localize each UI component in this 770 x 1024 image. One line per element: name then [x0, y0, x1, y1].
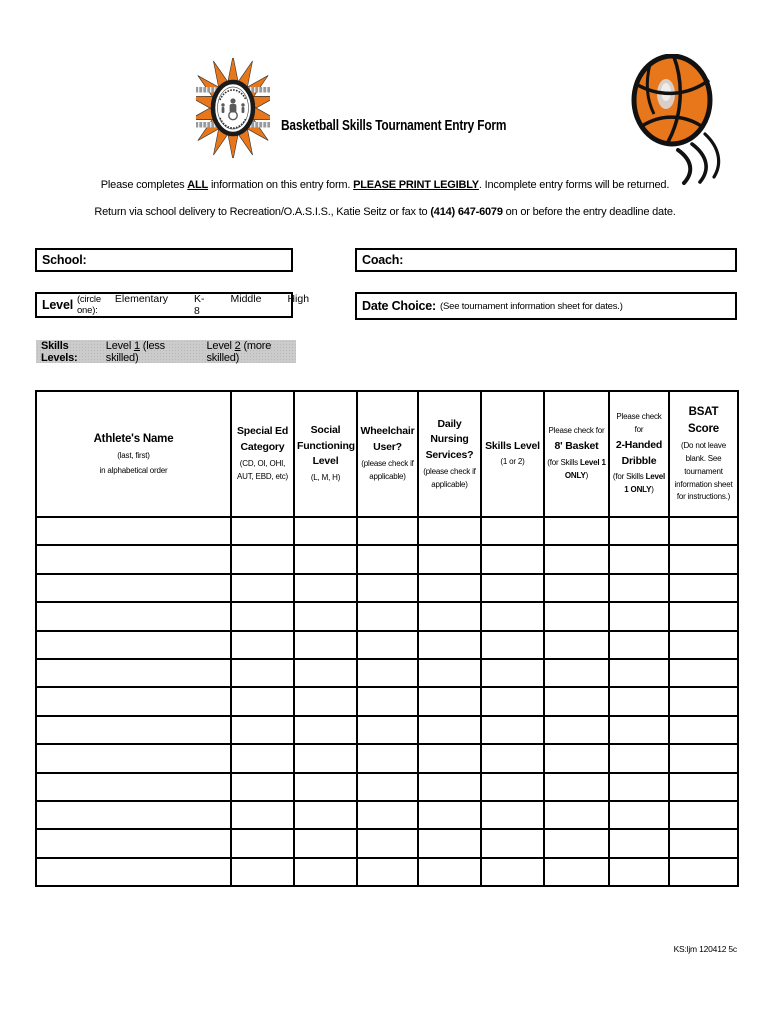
level2-number: 2 — [234, 339, 241, 352]
athletes-name-sub1: (last, first) — [117, 450, 150, 460]
col-header-skills-level — [481, 391, 544, 517]
level1-desc: (less skilled) — [105, 339, 165, 364]
entry-cell[interactable] — [418, 631, 481, 659]
dribble-note-a: (for Skills — [612, 472, 644, 482]
entry-cell[interactable] — [36, 858, 231, 886]
entry-cell[interactable] — [544, 858, 609, 886]
entry-cell[interactable] — [294, 574, 357, 602]
entry-cell[interactable] — [544, 631, 609, 659]
document-code: KS:ljm 120412 5c — [673, 944, 737, 954]
entry-cell[interactable] — [357, 744, 418, 772]
entry-cell[interactable] — [544, 687, 609, 715]
col-header-athletes-name — [36, 391, 231, 517]
level-circle-one-box[interactable] — [35, 292, 310, 318]
entry-cell[interactable] — [544, 829, 609, 857]
entry-cell[interactable] — [36, 631, 231, 659]
entry-cell[interactable] — [481, 574, 544, 602]
table-row — [36, 517, 738, 545]
table-row — [36, 801, 738, 829]
entry-cell[interactable] — [36, 687, 231, 715]
level-option-middle[interactable]: Middle — [230, 293, 262, 305]
table-row — [36, 773, 738, 801]
entry-cell[interactable] — [609, 545, 669, 573]
col-header-special-ed — [231, 391, 294, 517]
entry-cell[interactable] — [36, 773, 231, 801]
entry-cell[interactable] — [418, 829, 481, 857]
entry-cell[interactable] — [294, 517, 357, 545]
entry-cell[interactable] — [544, 744, 609, 772]
entry-cell[interactable] — [231, 659, 294, 687]
table-row — [36, 716, 738, 744]
skills-level-title: Skills Level — [485, 439, 540, 452]
entry-cell[interactable] — [418, 517, 481, 545]
entry-cell[interactable] — [481, 631, 544, 659]
entry-cell[interactable] — [357, 858, 418, 886]
entry-cell[interactable] — [481, 687, 544, 715]
social-functioning-title: Social Functioning Level — [297, 423, 355, 468]
col-header-bsat-score — [669, 391, 738, 517]
entry-cell[interactable] — [357, 659, 418, 687]
entry-cell[interactable] — [294, 716, 357, 744]
date-choice-label: Date Choice: — [362, 299, 437, 313]
level-options — [115, 293, 335, 317]
entry-cell[interactable] — [357, 687, 418, 715]
dribble-note-d: ) — [651, 485, 654, 495]
table-header-row — [36, 391, 738, 517]
level-hint: (circle one): — [76, 294, 101, 316]
entry-cell[interactable] — [669, 631, 738, 659]
entry-cell[interactable] — [357, 829, 418, 857]
table-row — [36, 631, 738, 659]
entry-cell[interactable] — [231, 858, 294, 886]
entry-cell[interactable] — [231, 687, 294, 715]
entry-cell[interactable] — [294, 744, 357, 772]
entry-cell[interactable] — [231, 602, 294, 630]
entry-cell[interactable] — [357, 716, 418, 744]
dribble-pre: Please check for — [616, 412, 662, 434]
basketball-clipart-icon — [630, 54, 724, 188]
entry-cell[interactable] — [544, 801, 609, 829]
entry-cell[interactable] — [609, 631, 669, 659]
entry-cell[interactable] — [669, 801, 738, 829]
entry-cell[interactable] — [481, 773, 544, 801]
col-header-8ft-basket — [544, 391, 609, 517]
entry-cell[interactable] — [609, 517, 669, 545]
entry-cell[interactable] — [294, 829, 357, 857]
entry-table — [35, 390, 739, 887]
entry-cell[interactable] — [481, 716, 544, 744]
entry-cell[interactable] — [609, 574, 669, 602]
entry-cell[interactable] — [544, 574, 609, 602]
coach-input-box[interactable] — [355, 248, 737, 272]
level1-word: Level — [105, 339, 132, 352]
entry-cell[interactable] — [418, 574, 481, 602]
basket-title: 8' Basket — [554, 440, 599, 453]
entry-cell[interactable] — [231, 829, 294, 857]
entry-cell[interactable] — [418, 545, 481, 573]
entry-cell[interactable] — [418, 659, 481, 687]
entry-cell[interactable] — [669, 716, 738, 744]
level2-word: Level — [206, 339, 232, 352]
basket-note-a: (for Skills — [547, 457, 578, 467]
col-header-wheelchair — [357, 391, 418, 517]
entry-cell[interactable] — [36, 545, 231, 573]
daily-nursing-title: Daily Nursing Services? — [425, 417, 474, 462]
entry-cell[interactable] — [481, 659, 544, 687]
entry-cell[interactable] — [544, 716, 609, 744]
daily-nursing-sub: (please check if applicable) — [423, 466, 476, 489]
entry-cell[interactable] — [544, 659, 609, 687]
entry-cell[interactable] — [294, 545, 357, 573]
wheelchair-title: Wheelchair User? — [360, 425, 415, 454]
entry-cell[interactable] — [481, 801, 544, 829]
entry-cell[interactable] — [481, 744, 544, 772]
entry-cell[interactable] — [481, 829, 544, 857]
entry-cell[interactable] — [231, 716, 294, 744]
entry-cell[interactable] — [669, 517, 738, 545]
entry-table-body — [36, 517, 738, 886]
social-functioning-sub: (L, M, H) — [310, 473, 341, 483]
instr1-print-legibly: PLEASE PRINT LEGIBLY — [353, 179, 479, 191]
table-row — [36, 659, 738, 687]
instr2-text: Return via school delivery to Recreation/O.A.S.I.S., Katie Seitz or fax to — [94, 206, 428, 218]
entry-cell[interactable] — [231, 801, 294, 829]
skills-levels-label: Skills Levels: — [41, 339, 78, 364]
dribble-note-c: ONLY — [630, 485, 652, 495]
date-choice-hint: (See tournament information sheet for dates.) — [440, 300, 623, 312]
entry-cell[interactable] — [357, 773, 418, 801]
entry-cell[interactable] — [294, 659, 357, 687]
skills-level-1 — [106, 340, 191, 364]
entry-cell[interactable] — [294, 773, 357, 801]
instruction-line-2 — [0, 199, 770, 226]
table-row — [36, 687, 738, 715]
entry-cell[interactable] — [36, 716, 231, 744]
basket-note — [547, 457, 606, 483]
entry-cell[interactable] — [544, 773, 609, 801]
instr1-text2: information on this entry form. — [210, 179, 351, 191]
entry-cell[interactable] — [36, 829, 231, 857]
entry-cell[interactable] — [609, 858, 669, 886]
entry-cell[interactable] — [609, 687, 669, 715]
entry-cell[interactable] — [294, 687, 357, 715]
entry-cell[interactable] — [669, 744, 738, 772]
instr1-text3: . Incomplete entry forms will be returned. — [478, 179, 670, 191]
entry-cell[interactable] — [481, 858, 544, 886]
dribble-note — [612, 471, 666, 497]
entry-cell[interactable] — [418, 687, 481, 715]
entry-cell[interactable] — [231, 545, 294, 573]
entry-cell[interactable] — [481, 545, 544, 573]
skills-level-sub: (1 or 2) — [500, 457, 525, 467]
entry-cell[interactable] — [669, 545, 738, 573]
entry-cell[interactable] — [357, 631, 418, 659]
entry-cell[interactable] — [357, 801, 418, 829]
table-row — [36, 602, 738, 630]
entry-cell[interactable] — [418, 744, 481, 772]
entry-cell[interactable] — [544, 545, 609, 573]
page-title: Basketball Skills Tournament Entry Form — [281, 118, 507, 134]
entry-cell[interactable] — [609, 744, 669, 772]
col-header-social-functioning — [294, 391, 357, 517]
entry-cell[interactable] — [669, 687, 738, 715]
entry-cell[interactable] — [481, 517, 544, 545]
entry-cell[interactable] — [294, 801, 357, 829]
school-input-box[interactable] — [35, 248, 293, 272]
entry-cell[interactable] — [357, 517, 418, 545]
entry-cell[interactable] — [544, 517, 609, 545]
bsat-title: BSAT Score — [688, 405, 719, 435]
athletes-name-title: Athlete's Name — [93, 432, 174, 445]
entry-cell[interactable] — [418, 773, 481, 801]
entry-cell[interactable] — [669, 829, 738, 857]
entry-cell[interactable] — [481, 602, 544, 630]
entry-cell[interactable] — [418, 716, 481, 744]
school-label: School: — [42, 253, 87, 267]
coach-label: Coach: — [362, 253, 404, 267]
entry-cell[interactable] — [36, 659, 231, 687]
dribble-note-b: Level 1 — [624, 472, 666, 495]
entry-cell[interactable] — [36, 574, 231, 602]
entry-cell[interactable] — [357, 545, 418, 573]
col-header-daily-nursing — [418, 391, 481, 517]
basket-note-b: Level 1 — [580, 457, 606, 467]
entry-cell[interactable] — [231, 574, 294, 602]
entry-cell[interactable] — [418, 858, 481, 886]
table-row — [36, 545, 738, 573]
skills-level-2 — [206, 340, 296, 364]
level-label: Level — [42, 298, 73, 312]
level-option-elementary[interactable]: Elementary — [114, 293, 169, 305]
entry-cell[interactable] — [36, 517, 231, 545]
entry-cell[interactable] — [609, 829, 669, 857]
table-row — [36, 829, 738, 857]
entry-cell[interactable] — [609, 773, 669, 801]
entry-cell[interactable] — [418, 602, 481, 630]
form-instructions — [0, 172, 770, 226]
instruction-line-1 — [0, 172, 770, 199]
date-choice-input-box[interactable] — [355, 292, 737, 320]
entry-cell[interactable] — [357, 602, 418, 630]
instr1-all: ALL — [187, 179, 209, 191]
entry-cell[interactable] — [231, 517, 294, 545]
entry-cell[interactable] — [609, 716, 669, 744]
entry-cell[interactable] — [418, 801, 481, 829]
instr2-text2: on or before the entry deadline date. — [505, 206, 676, 218]
entry-cell[interactable] — [669, 574, 738, 602]
entry-cell[interactable] — [609, 801, 669, 829]
entry-cell[interactable] — [231, 631, 294, 659]
entry-cell[interactable] — [357, 574, 418, 602]
entry-cell[interactable] — [609, 602, 669, 630]
entry-cell[interactable] — [669, 659, 738, 687]
level-option-k8[interactable]: K-8 — [194, 293, 205, 317]
entry-cell[interactable] — [669, 858, 738, 886]
skills-levels-legend — [36, 340, 296, 363]
basket-note-d: ) — [585, 470, 589, 480]
entry-cell[interactable] — [231, 744, 294, 772]
entry-cell[interactable] — [609, 659, 669, 687]
wheelchair-sub: (please check if applicable) — [361, 458, 414, 481]
dribble-title: 2-Handed Dribble — [615, 438, 663, 467]
special-ed-sub: (CD, OI, OHI, AUT, EBD, etc) — [237, 458, 288, 481]
table-row — [36, 744, 738, 772]
entry-cell[interactable] — [36, 801, 231, 829]
entry-cell[interactable] — [36, 602, 231, 630]
level-option-high[interactable]: High — [287, 293, 310, 305]
table-row — [36, 858, 738, 886]
organization-logo-icon — [196, 58, 270, 158]
col-header-2handed-dribble — [609, 391, 669, 517]
special-ed-title: Special Ed Category — [236, 425, 289, 454]
entry-cell[interactable] — [544, 602, 609, 630]
table-row — [36, 574, 738, 602]
entry-cell[interactable] — [294, 602, 357, 630]
entry-cell[interactable] — [294, 631, 357, 659]
instr2-fax-number: (414) 647-6079 — [430, 206, 503, 218]
basket-pre: Please check for — [548, 426, 605, 436]
level1-number: 1 — [133, 339, 140, 352]
entry-cell[interactable] — [294, 858, 357, 886]
basket-note-c: ONLY — [564, 470, 586, 480]
entry-cell[interactable] — [231, 773, 294, 801]
entry-cell[interactable] — [669, 773, 738, 801]
entry-cell[interactable] — [36, 744, 231, 772]
bsat-sub: (Do not leave blank. See tournament information sheet for instructions.) — [674, 441, 733, 502]
entry-cell[interactable] — [669, 602, 738, 630]
level2-desc: (more skilled) — [206, 339, 272, 364]
instr1-text: Please completes — [100, 179, 185, 191]
athletes-name-sub2: in alphabetical order — [99, 465, 168, 475]
